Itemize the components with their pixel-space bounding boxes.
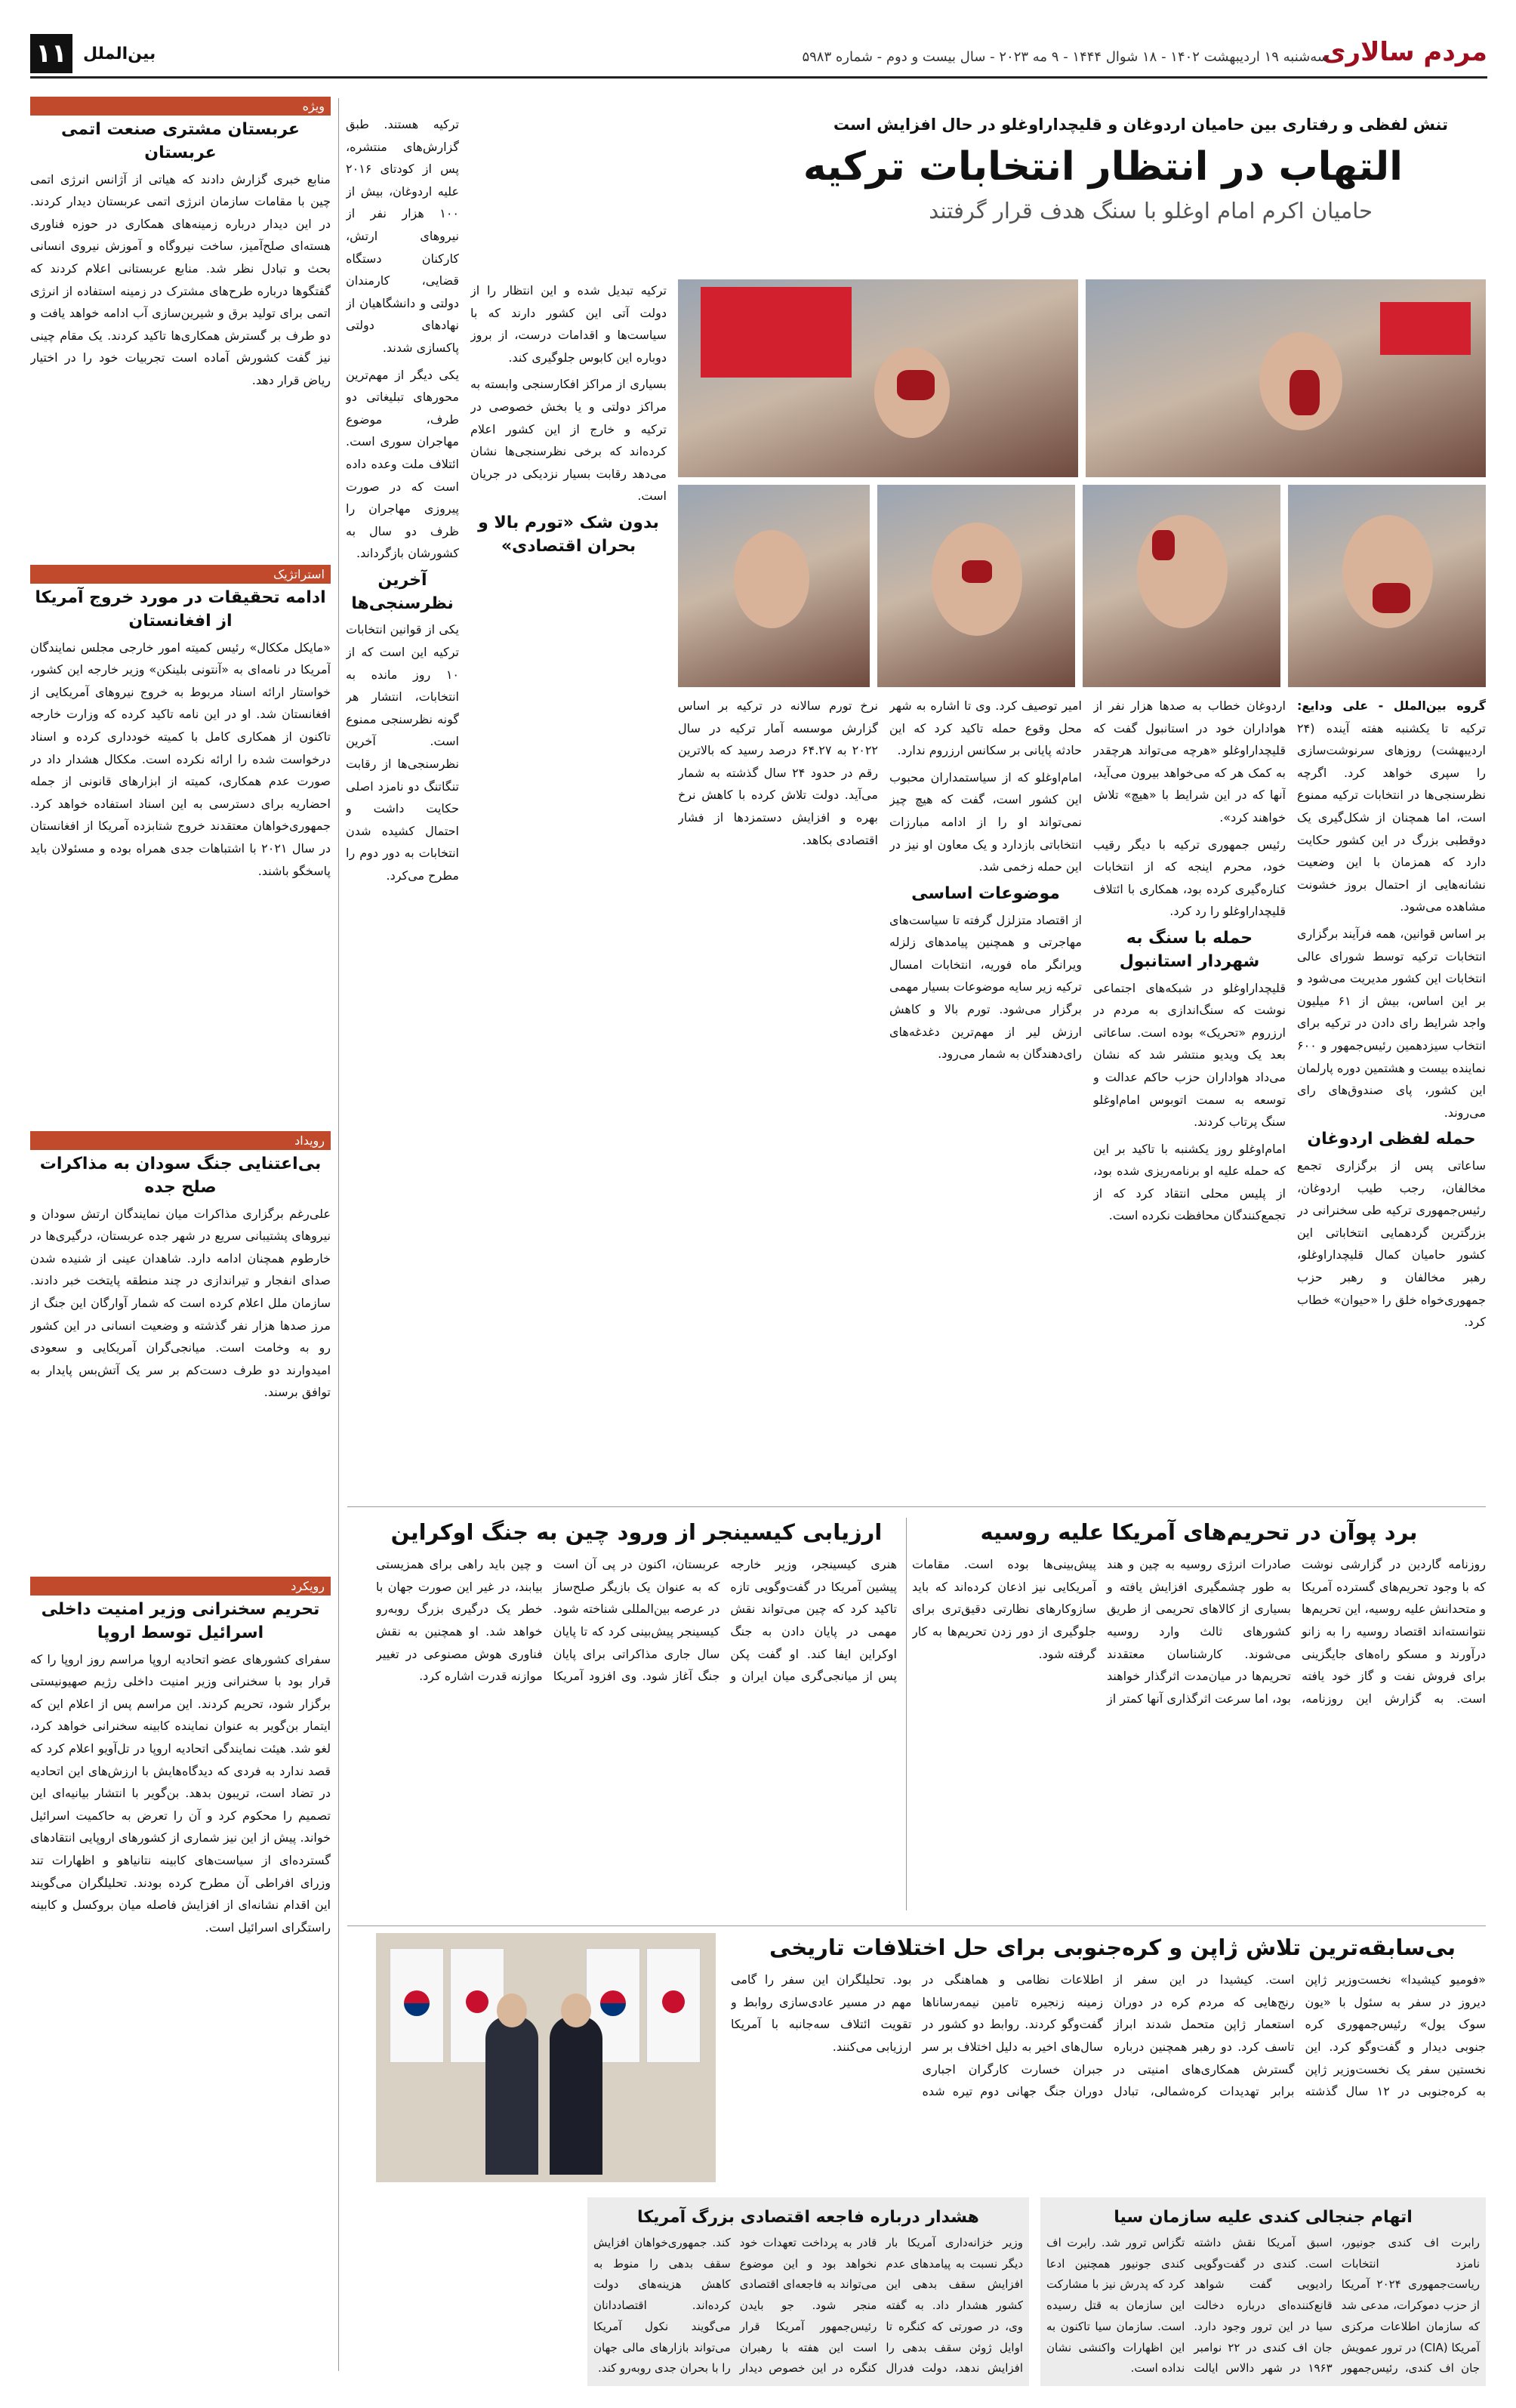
sidebar-text-3: علی‌رغم برگزاری مذاکرات میان نمایندگان ارتش سودان و نیروهای پشتیبانی سریع در شهر جده عربستان، درگیری‌ها در خارطوم همچنان ادامه دارد. شاهدان عینی از شنیده شدن صدای انفجار و تیراندازی در چند منطقه پایتخت خبر دادند. سازمان ملل اعلام کرده است که شمار آوارگان این جنگ از مرز صدها هزار نفر گذشته و وضعیت انسانی در این کشور رو به وخامت است. میانجی‌گران آمریکایی و سعودی امیدوارند دو طرف دست‌کم بر سر یک آتش‌بس پایدار به توافق برسند.: [30, 1206, 331, 1400]
lead-col5-p3: یکی از قوانین انتخابات ترکیه این است که از ۱۰ روز مانده به انتخابات، انتشار هر گونه نظرسنجی ممنوع است. آخرین نظرسنجی‌ها از رقابت تنگاتنگ دو نامزد اصلی حکایت داشت و احتمال کشیده شدن انتخابات به دور دوم را مطرح می‌کرد.: [346, 622, 459, 883]
lead-col1-p2: بر اساس قوانین، همه فرآیند برگزاری انتخابات ترکیه توسط شورای عالی انتخابات این کشور مدیریت می‌شود و بر این اساس، بیش از ۶۱ میلیون واجد شرایط رای دادن در ترکیه برای انتخاب سیزدهمین رئیس‌جمهور و ۶۰۰ نماینده بیست و هشتمین دوره پارلمان این کشور، پای صندوق‌های رای می‌روند.: [1297, 926, 1486, 1120]
lead-col-2: [1093, 695, 1286, 1495]
lead-col3-text: امیر توصیف کرد. وی تا اشاره به شهر محل وقوع حمله تاکید کرد که این حادثه پایانی بر سکانس ارزروم ندارد.: [889, 698, 1082, 758]
young-man-injured-photo: [1288, 485, 1486, 687]
sidebar-item-2: [30, 565, 331, 1124]
lead-col2-p2: رئیس جمهوری ترکیه با دیگر رقیب خود، محرم اینجه که از انتخابات کناره‌گیری کرده بود، همکاری با ائتلاف قلیچداراوغلو را رد کرد.: [1093, 837, 1286, 919]
lead-col5-text: ترکیه هستند. طبق گزارش‌های منتشره، پس از کودتای ۲۰۱۶ علیه اردوغان، بیش از ۱۰۰ هزار نفر از نیروهای ارتش، کارکنان دستگاه قضایی، کارمندان دولتی و دانشگاهیان از نهادهای دولتی پاکسازی شدند.: [346, 117, 459, 355]
lead-col1-p3: ساعاتی پس از برگزاری تجمع مخالفان، رجب طیب اردوغان، رئیس‌جمهوری ترکیه طی سخنرانی در بزرگترین گردهمایی انتخاباتی این کشور حامیان کمال قلیچداراوغلو، رهبر مخالفان و رهبر حزب جمهوری‌خواه خلق را «حیوان» خطاب کرد.: [1297, 1158, 1486, 1330]
lead-col1-head: گروه بین‌الملل - علی ودایع:: [1297, 698, 1486, 713]
japan-korea-photo: [376, 1933, 716, 2182]
us-economy-article: [587, 2197, 1029, 2386]
kennedy-cia-title[interactable]: اتهام جنجالی کندی علیه سازمان سیا: [1114, 2208, 1413, 2227]
mid-col-divider: [906, 1518, 907, 1910]
lead-col3-p3: از اقتصاد متزلزل گرفته تا سیاست‌های مهاجرتی و همچنین پیامدهای زلزله ویرانگر ماه فوریه، انتخابات امسال ترکیه زیر سایه موضوعات بسیار مهمی برگزار می‌شود. تورم بالا و کاهش ارزش لیر از مهم‌ترین دغدغه‌های رای‌دهندگان به شمار می‌رود.: [889, 912, 1082, 1062]
section-title: بین‌الملل: [83, 45, 156, 63]
newspaper-logo: مردم سالاری: [1322, 37, 1487, 67]
mid-divider: [347, 1506, 1486, 1507]
lead-col3-subhead: موضوعات اساسی: [911, 883, 1060, 903]
sidebar-title-1[interactable]: عربستان مشتری صنعت اتمی عربستان: [61, 120, 300, 162]
russia-sanctions-article: [912, 1518, 1486, 1918]
sidebar: [30, 97, 331, 2385]
sidebar-title-3[interactable]: بی‌اعتنایی جنگ سودان به مذاکرات صلح جده: [39, 1155, 322, 1197]
sidebar-text-4: سفرای کشورهای عضو اتحادیه اروپا مراسم روز اروپا را که قرار بود با سخنرانی وزیر امنیت داخلی رژیم صهیونیستی برگزار شود، تحریم کردند. این مراسم پس از اعلام این که ایتمار بن‌گویر به عنوان نماینده کابینه سخنرانی خواهد کرد، لغو شد. هیئت نمایندگی اتحادیه اروپا در تل‌آویو اعلام کرد که قصد ندارد به فردی که دیدگاه‌هایش با ارزش‌های این اتحادیه در تضاد است، تریبون بدهد. بن‌گویر با انتشار بیانیه‌ای این تصمیم را محکوم کرد و آن را تعرض به حاکمیت اسرائیل خواند. پیش از این نیز شماری از کشورهای اروپایی انتقادهای گسترده‌ای از سیاست‌های کابینه نتانیاهو و اظهارات تند وزرای افراطی آن مطرح کرده بودند. تحلیلگران می‌گویند این اقدام نشانه‌ای از افزایش فاصله میان بروکسل و کابینه راستگرای اسرائیل است.: [30, 1651, 331, 1935]
page-number: ۱۱: [30, 34, 72, 73]
kissinger-title[interactable]: ارزیابی کیسینجر از ورود چین به جنگ اوکراین: [390, 1519, 883, 1545]
sidebar-item-4: [30, 1577, 331, 2385]
police-photo: [678, 485, 870, 687]
kennedy-cia-text: رابرت اف کندی جونیور، نامزد انتخابات ریاست‌جمهوری ۲۰۲۴ آمریکا از حزب دموکرات، مدعی شد که سازمان اطلاعات مرکزی آمریکا (CIA) در ترور عمویش جان اف کندی، رئیس‌جمهور اسبق آمریکا نقش داشته است. کندی در گفت‌وگویی رادیویی گفت شواهد قانع‌کننده‌ای درباره دخالت سیا در این ترور وجود دارد. جان اف کندی در ۲۲ نوامبر ۱۹۶۳ در شهر دالاس ایالت تگزاس ترور شد. رابرت اف کندی جونیور همچنین ادعا کرد که پدرش نیز با مشارکت این سازمان به قتل رسیده است. سازمان سیا تاکنون به این اظهارات واکنشی نشان نداده است.: [1046, 2235, 1480, 2376]
sidebar-tag-3: رویداد: [30, 1131, 331, 1150]
young-man-photo: [1083, 485, 1280, 687]
lead-col2-p3: قلیچداراوغلو در شبکه‌های اجتماعی نوشت که سنگ‌اندازی به مردم در ارزروم «تحریک» بوده است. ساعاتی بعد یک ویدیو منتشر شد که نشان می‌داد هواداران حزب حاکم عدالت و توسعه به سمت اتوبوس امام‌اوغلو سنگ پرتاب کردند.: [1093, 980, 1286, 1130]
lead-col-1: [1297, 695, 1486, 1495]
lead-col1-text: ترکیه تا یکشنبه هفته آینده (۲۴ اردیبهشت) روزهای سرنوشت‌سازی را سپری خواهد کرد. اگرچه نظرسنجی‌ها در انتخابات ترکیه ممنوع است، اما همچنان از شکل‌گیری یک دوقطبی بزرگ در این کشور حکایت دارد که همزمان با این وضعیت نشانه‌هایی از احتمال بروز خشونت مشاهده می‌شود.: [1297, 720, 1486, 914]
lead-subtitle: حامیان اکرم امام اوغلو با سنگ هدف قرار گرفتند: [929, 197, 1373, 224]
japan-divider: [347, 1925, 1486, 1926]
injured-supporter-photo: [1086, 279, 1486, 477]
japan-korea-title[interactable]: بی‌سابقه‌ترین تلاش ژاپن و کره‌جنوبی برای حل اختلافات تاریخی: [769, 1935, 1456, 1960]
sidebar-divider: [338, 98, 339, 2371]
sidebar-title-2[interactable]: ادامه تحقیقات در مورد خروج آمریکا از افغانستان: [35, 588, 326, 631]
lead-col3-p2: امام‌اوغلو که از سیاستمداران محبوب این کشور است، گفت که هیچ چیز نمی‌تواند او را از ادامه مبارزات انتخاباتی بازدارد و یک معاون او نیز در این حمله زخمی شد.: [889, 769, 1082, 874]
japan-korea-text: «فومیو کیشیدا» نخست‌وزیر ژاپن دیروز در سفر به سئول با «یون سوک یول» رئیس‌جمهوری کره جنوبی دیدار و گفت‌وگو کرد. این نخستین سفر یک نخست‌وزیر ژاپن به کره‌جنوبی در ۱۲ سال گذشته است. کیشیدا در این سفر از رنج‌هایی که مردم کره در دوران استعمار ژاپن متحمل شدند ابراز تاسف کرد. دو رهبر همچنین درباره گسترش همکاری‌های امنیتی در برابر تهدیدات کره‌شمالی، تبادل اطلاعات نظامی و هماهنگی در زمینه زنجیره تامین نیمه‌رساناها گفت‌وگو کردند. روابط دو کشور در سال‌های اخیر به دلیل اختلاف بر سر جبران خسارت کارگران اجباری دوران جنگ جهانی دوم تیره شده بود. تحلیلگران این سفر را گامی مهم در مسیر عادی‌سازی روابط و تقویت ائتلاف سه‌جانبه با آمریکا ارزیابی می‌کنند.: [731, 1972, 1486, 2099]
lead-title[interactable]: التهاب در انتظار انتخابات ترکیه: [803, 143, 1403, 190]
sidebar-tag-4: رویکرد: [30, 1577, 331, 1596]
sidebar-title-4[interactable]: تحریم سخنرانی وزیر امنیت داخلی اسرائیل توسط اروپا: [41, 1600, 320, 1642]
lead-kicker: تنش لفظی و رفتاری بین حامیان اردوغان و قلیچداراوغلو در حال افزایش است: [833, 116, 1448, 134]
lead-col2-subhead: حمله با سنگ به شهردار استانبول: [1119, 928, 1260, 971]
russia-sanctions-title[interactable]: برد پوآن در تحریم‌های آمریکا علیه روسیه: [980, 1519, 1418, 1545]
lead-col-4: [470, 279, 667, 1495]
lead-col1-subhead: حمله لفظی اردوغان: [1307, 1130, 1476, 1149]
sidebar-tag-1: ویژه: [30, 97, 331, 116]
page-header: [30, 34, 1487, 79]
dateline: سه‌شنبه ۱۹ اردیبهشت ۱۴۰۲ - ۱۸ شوال ۱۴۴۴ - ۹ مه ۲۰۲۳ - سال بیست و دوم - شماره ۵۹۸۳: [802, 49, 1329, 65]
russia-sanctions-text: روزنامه گاردین در گزارشی نوشت که با وجود تحریم‌های گسترده آمریکا و متحدانش علیه روسیه، این تحریم‌ها نتوانسته‌اند اقتصاد روسیه را به زانو درآورند و مسکو راه‌های جایگزینی برای فروش نفت و گاز خود یافته است. به گزارش این روزنامه، صادرات انرژی روسیه به چین و هند به طور چشمگیری افزایش یافته و بسیاری از کالاهای تحریمی از طریق کشورهای ثالث وارد روسیه می‌شوند. کارشناسان معتقدند تحریم‌ها در میان‌مدت اثرگذار خواهند بود، اما سرعت اثرگذاری آنها کمتر از پیش‌بینی‌ها بوده است. مقامات آمریکایی نیز اذعان کرده‌اند که باید سازوکارهای نظارتی دقیق‌تری برای جلوگیری از دور زدن تحریم‌ها به کار گرفته شود.: [912, 1557, 1486, 1706]
sidebar-text-1: منابع خبری گزارش دادند که هیاتی از آژانس انرژی اتمی چین با مقامات سازمان انرژی اتمی عربستان دیدار کردند. در این دیدار درباره زمینه‌های همکاری در حوزه فناوری هسته‌ای صلح‌آمیز، ساخت نیروگاه و آموزش نیروی انسانی بحث و تبادل نظر شد. منابع عربستانی اعلام کردند که گفتگوها درباره طرح‌های مشترک در زمینه استفاده از انرژی اتمی برای تولید برق و شیرین‌سازی آب ادامه خواهد یافت و دو طرف بر گسترش همکاری‌ها تاکید کردند. یک مقام چینی نیز گفت کشورش آماده است تجربیات خود را در اختیار ریاض قرار دهد.: [30, 171, 331, 387]
lead-col2-text: اردوغان خطاب به صدها هزار نفر از هواداران خود در استانبول گفت که قلیچداراوغلو «هرچه می‌تواند هرچقدر به کمک هر که می‌خواهد بیرون می‌آید، آنها که در این شرایط با «هیچ» تلاش خواهند کرد».: [1093, 698, 1286, 825]
lead-col-4-lower: [678, 695, 878, 1495]
lead-headline-block: [346, 113, 1486, 276]
lead-photo-strip: [678, 279, 1486, 687]
kennedy-cia-article: [1040, 2197, 1486, 2386]
lead-col5-subhead: آخرین نظرسنجی‌ها: [351, 570, 454, 613]
us-economy-title[interactable]: هشدار درباره فاجعه اقتصادی بزرگ آمریکا: [637, 2208, 979, 2227]
sidebar-item-1: [30, 97, 331, 557]
sidebar-item-3: [30, 1131, 331, 1569]
us-economy-text: وزیر خزانه‌داری آمریکا بار دیگر نسبت به پیامدهای عدم افزایش سقف بدهی این کشور هشدار داد. به گفته وی، در صورتی که کنگره تا اوایل ژوئن سقف بدهی را افزایش ندهد، دولت فدرال قادر به پرداخت تعهدات خود نخواهد بود و این موضوع می‌تواند به فاجعه‌ای اقتصادی منجر شود. جو بایدن رئیس‌جمهور آمریکا قرار است این هفته با رهبران کنگره در این خصوص دیدار کند. جمهوری‌خواهان افزایش سقف بدهی را منوط به کاهش هزینه‌های دولت کرده‌اند. اقتصاددانان می‌گویند نکول آمریکا می‌تواند بازارهای مالی جهان را با بحران جدی روبه‌رو کند.: [593, 2235, 1023, 2376]
lead-col4-p3: نرخ تورم سالانه در ترکیه بر اساس گزارش موسسه آمار ترکیه در سال ۲۰۲۲ به ۶۴.۲۷ درصد رسید که بالاترین رقم در حدود ۲۴ سال گذشته به شمار می‌آید. دولت تلاش کرده با کاهش نرخ بهره و افزایش دستمزدها از فشار اقتصادی بکاهد.: [678, 698, 878, 847]
kissinger-text: هنری کیسینجر، وزیر خارجه پیشین آمریکا در گفت‌وگویی تازه تاکید کرد که چین می‌تواند نقش مهمی در پایان دادن به جنگ اوکراین ایفا کند. او گفت پکن پس از میانجی‌گری میان ایران و عربستان، اکنون در پی آن است که به عنوان یک بازیگر صلح‌ساز در عرصه بین‌المللی شناخته شود. کیسینجر پیش‌بینی کرد که تا پایان سال جاری مذاکراتی برای پایان جنگ آغاز شود. وی افزود آمریکا و چین باید راهی برای همزیستی بیابند، در غیر این صورت جهان با خطر یک درگیری بزرگ روبه‌رو خواهد شد. او همچنین به نقش فناوری هوش مصنوعی در تغییر موازنه قدرت اشاره کرد.: [376, 1557, 897, 1684]
lead-col5-p2: یکی دیگر از مهم‌ترین محورهای تبلیغاتی دو طرف، موضوع مهاجران سوری است. ائتلاف ملت وعده داده است که در صورت پیروزی مهاجران را ظرف دو سال به کشورشان بازگرداند.: [346, 367, 459, 561]
lead-col4-subhead: بدون شک «تورم بالا و بحران اقتصادی»: [478, 513, 659, 556]
sidebar-tag-2: استراتژیک: [30, 565, 331, 584]
japan-korea-article: [731, 1933, 1486, 2182]
lead-col4-p2: بسیاری از مراکز افکارسنجی وابسته به مراکز دولتی و یا بخش خصوصی در ترکیه و خارج از این کشور اعلام کرده‌اند که برخی نظرسنجی‌ها نشان می‌دهد رقابت بسیار نزدیکی در جریان است.: [470, 377, 667, 504]
lead-col4-text: ترکیه تبدیل شده و این انتظار را از دولت آتی این کشور دارند که با سیاست‌ها و اقدامات درست، از بروز دوباره این کابوس جلوگیری کند.: [470, 283, 667, 365]
lead-col2-p4: امام‌اوغلو روز یکشنبه با تاکید بر این که حمله علیه او برنامه‌ریزی شده بود، از پلیس محلی انتقاد کرد که از تجمع‌کنندگان محافظت نکرده است.: [1093, 1141, 1286, 1223]
kissinger-article: [376, 1518, 897, 1918]
crowd-photo: [678, 279, 1078, 477]
lead-col-3: [889, 695, 1082, 1495]
sidebar-text-2: «مایکل مککال» رئیس کمیته امور خارجی مجلس نمایندگان آمریکا در نامه‌ای به «آنتونی بلینکن» وزیر خارجه این کشور، خواستار ارائه اسناد مربوط به خروج نیروهای آمریکایی از افغانستان شد. او در این نامه تاکید کرده که وزارت خارجه تاکنون از همکاری کامل با کمیته خودداری کرده و اسناد درخواست شده را ارائه نکرده است. مککال هشدار داد در صورت عدم همکاری، کمیته از ابزارهای قانونی از جمله احضاریه برای دسترسی به این اسناد استفاده خواهد کرد. جمهوری‌خواهان معتقدند خروج شتابزده آمریکا از افغانستان در سال ۲۰۲۱ با اشتباهات جدی همراه بوده و مسئولان باید پاسخگو باشند.: [30, 640, 331, 878]
lead-col-5: [346, 113, 459, 1495]
boy-injured-photo: [877, 485, 1075, 687]
